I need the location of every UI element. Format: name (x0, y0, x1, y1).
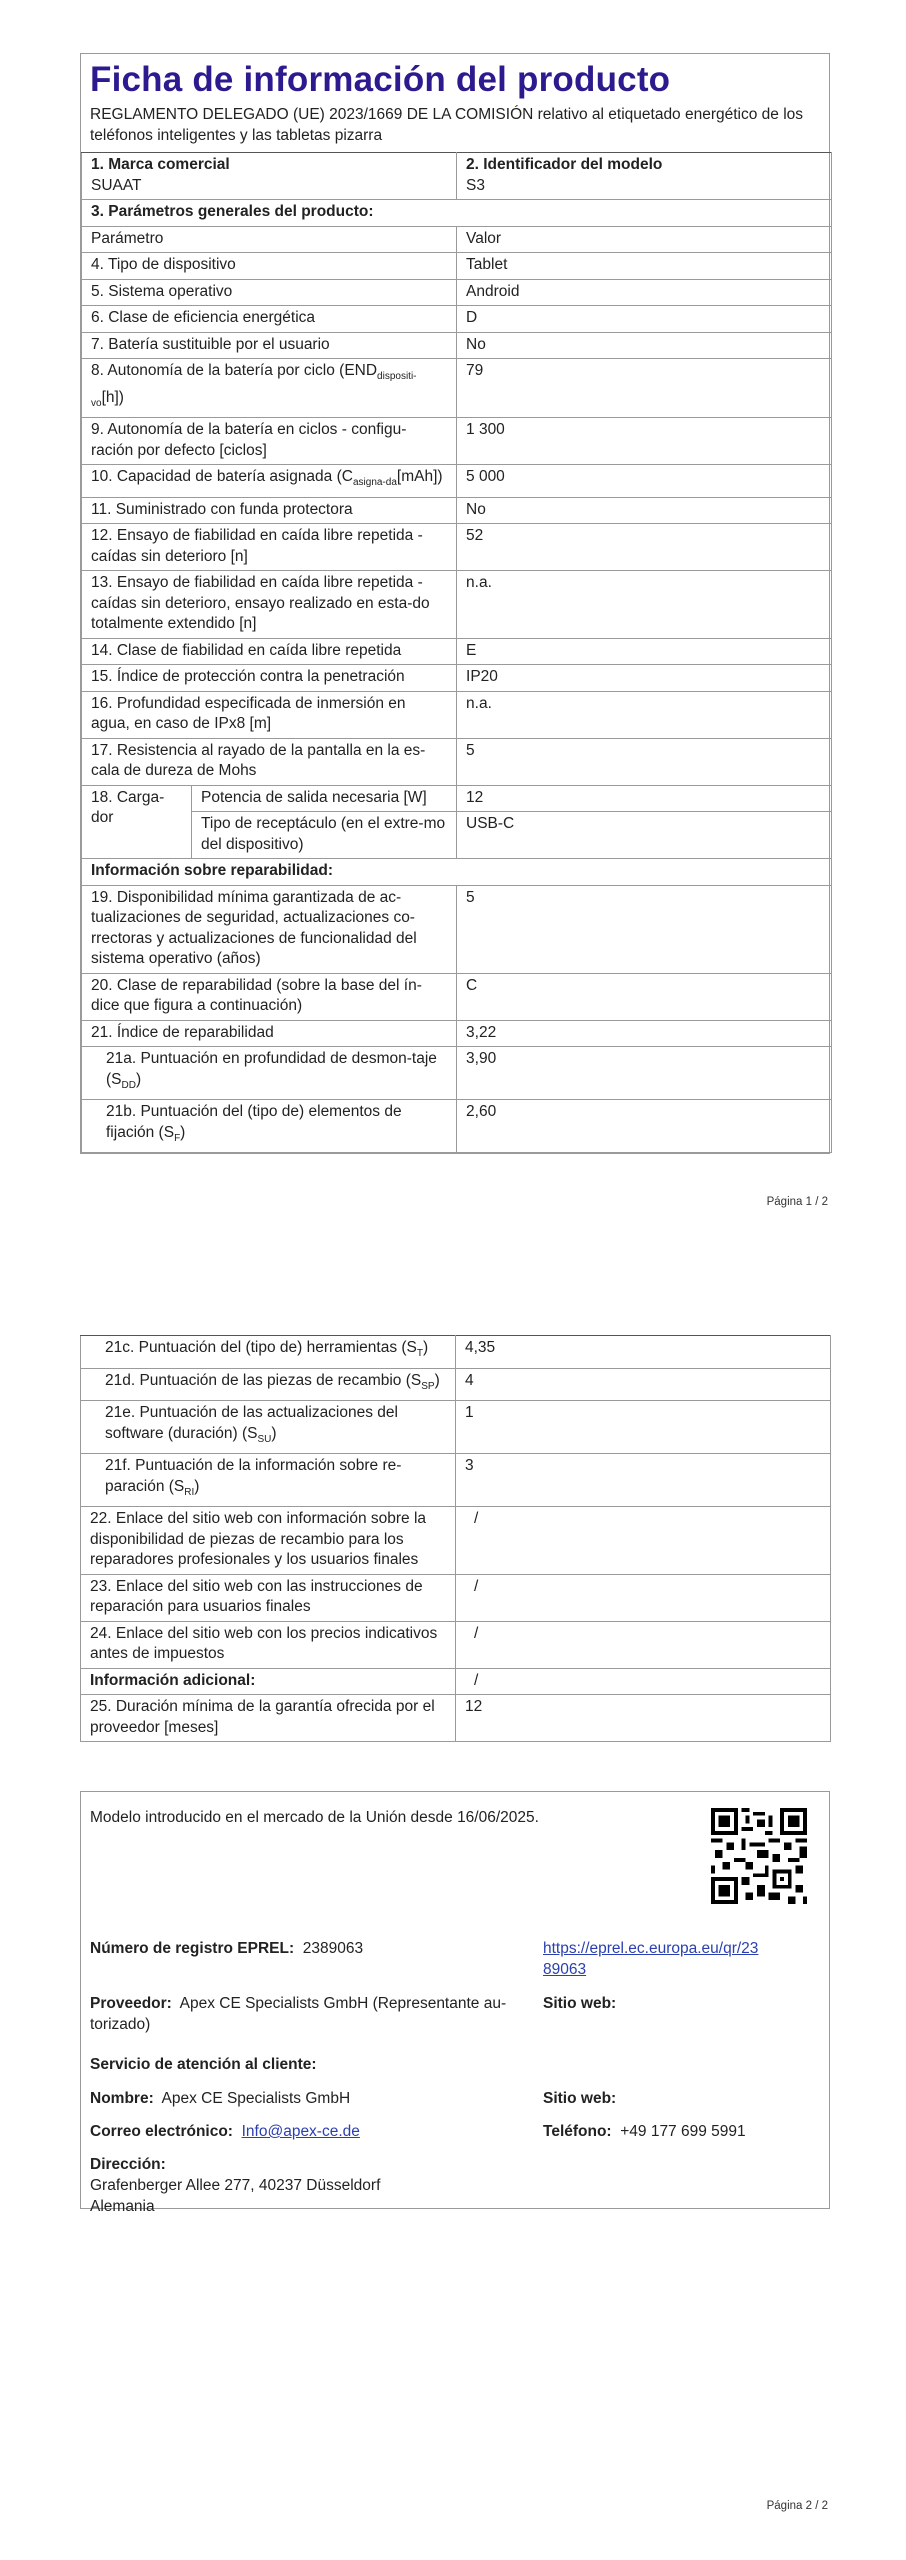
table-row (82, 465, 832, 498)
row-label: 16. Profundidad especificada de inmersión en agua, en caso de IPx8 [m] (82, 691, 457, 738)
eprel-registration (90, 1938, 510, 1959)
table-row (82, 738, 832, 785)
row-label-suffix: ) (434, 1371, 440, 1389)
table-row (81, 1401, 831, 1454)
row-label: 20. Clase de reparabilidad (sobre la base del ín-dice que figura a continuación) (82, 973, 457, 1020)
brand-label: 1. Marca comercial (91, 156, 230, 173)
eprel-link-line-2[interactable]: 89063 (543, 1961, 587, 1978)
phone-label: Teléfono: (543, 2123, 612, 2140)
row-label: 23. Enlace del sitio web con las instrucciones de reparación para usuarios finales (81, 1574, 456, 1621)
row-label (82, 1100, 457, 1153)
table-row (82, 973, 832, 1020)
row-label-suffix: ) (423, 1339, 429, 1356)
brand-model-row (82, 153, 832, 200)
row-label-suffix: [mAh]) (396, 468, 443, 486)
email-link[interactable]: Info@apex-ce.de (241, 2123, 360, 2140)
name-value: Apex CE Specialists GmbH (161, 2090, 351, 2107)
row-value: 2,60 (457, 1100, 832, 1153)
row-label-text: 8. Autonomía de la batería por ciclo (END (91, 362, 378, 379)
row-value: 1 300 (457, 418, 832, 465)
row-value: / (456, 1668, 831, 1695)
row-value: D (457, 306, 832, 333)
row-value: No (457, 332, 832, 359)
row-label-subscript: T (416, 1348, 424, 1360)
row-label: 13. Ensayo de fiabilidad en caída libre repetida - caídas sin deterioro, ensayo realizado en esta-do totalmente extendido [n] (82, 571, 457, 639)
address-line-2: Alemania (90, 2198, 155, 2215)
supplier-website-label: Sitio web: (543, 1995, 617, 2012)
supplier-field (90, 1993, 520, 2035)
table-row (82, 885, 832, 973)
model-label: 2. Identificador del modelo (466, 156, 663, 173)
row-value: 3 (456, 1454, 831, 1507)
repairability-heading (82, 859, 832, 886)
row-label-subscript: SP (421, 1380, 435, 1392)
row-label-subscript: SU (257, 1433, 272, 1445)
table-row (82, 418, 832, 465)
address-field (90, 2154, 520, 2217)
table-row (82, 665, 832, 692)
charger-socket-value: USB-C (457, 812, 832, 859)
brand-value: SUAAT (91, 176, 142, 194)
row-value: 4 (456, 1368, 831, 1401)
model-cell (457, 153, 832, 200)
row-label (81, 1401, 456, 1454)
row-value: 3,90 (457, 1047, 832, 1100)
email-field (90, 2121, 520, 2142)
row-value: n.a. (457, 691, 832, 738)
parameters-table-continued (80, 1335, 831, 1742)
table-row (81, 1336, 831, 1369)
service-name-field (90, 2088, 520, 2109)
row-value: 5 (457, 885, 832, 973)
eprel-link-line-1[interactable]: https://eprel.ec.europa.eu/qr/23 (543, 1940, 759, 1957)
row-label (82, 1047, 457, 1100)
table-row (81, 1454, 831, 1507)
phone-value: +49 177 699 5991 (620, 2123, 746, 2140)
row-label-text: 10. Capacidad de batería asignada (C (91, 468, 353, 486)
charger-row (82, 812, 832, 859)
table-row (81, 1695, 831, 1742)
repairability-continued-table (80, 1335, 830, 1742)
supplier-label: Proveedor: (90, 1995, 172, 2012)
row-label-subscript: F (174, 1132, 181, 1144)
row-label-subscript: RI (184, 1486, 195, 1498)
eprel-number: 2389063 (302, 1940, 364, 1957)
row-label (82, 465, 457, 498)
row-value: 5 (457, 738, 832, 785)
table-row (82, 359, 832, 418)
supplier-info-box (80, 1791, 830, 2215)
page-number: Página 2 / 2 (766, 2500, 828, 2512)
row-value: 79 (457, 359, 832, 418)
row-value: 12 (456, 1695, 831, 1742)
charger-power-label: Potencia de salida necesaria [W] (192, 785, 457, 812)
general-parameters-heading (82, 200, 832, 227)
address-line-1: Grafenberger Allee 277, 40237 Düsseldorf (90, 2177, 381, 2194)
charger-row (82, 785, 832, 812)
row-label: 7. Batería sustituible por el usuario (82, 332, 457, 359)
row-label-text: 21e. Puntuación de las actualizaciones del software (duración) (S (105, 1404, 398, 1442)
row-label: 24. Enlace del sitio web con los precios indicativos antes de impuestos (81, 1621, 456, 1668)
service-website-label: Sitio web: (543, 2090, 617, 2107)
row-value: E (457, 638, 832, 665)
row-label-text: 21c. Puntuación del (tipo de) herramientas (S (105, 1339, 417, 1356)
row-label (81, 1454, 456, 1507)
table-row (82, 1020, 832, 1047)
table-row (82, 524, 832, 571)
table-row (82, 1100, 832, 1153)
row-value: 5 000 (457, 465, 832, 498)
table-row (82, 571, 832, 639)
table-row (82, 638, 832, 665)
market-date-text: Modelo introducido en el mercado de la Unión desde 16/06/2025. (90, 1809, 539, 1826)
charger-label: 18. Carga-dor (82, 785, 192, 859)
row-label-suffix: ) (180, 1123, 186, 1141)
row-label: Información adicional: (81, 1668, 456, 1695)
row-label-text: 21b. Puntuación del (tipo de) elementos de fijación (S (106, 1103, 402, 1141)
row-label (81, 1336, 456, 1369)
row-label (81, 1368, 456, 1401)
parameters-table (81, 152, 832, 1153)
regulation-subtitle: REGLAMENTO DELEGADO (UE) 2023/1669 DE LA COMISIÓN relativo al etiquetado energético de los teléfonos inteligentes y las tabletas pizarra (90, 106, 804, 144)
table-row (82, 253, 832, 280)
row-label: 15. Índice de protección contra la penetración (82, 665, 457, 692)
page-title: Ficha de información del producto (90, 60, 671, 99)
row-label-subscript: dispositi-vo (91, 371, 417, 409)
row-value: / (456, 1507, 831, 1575)
table-row (82, 1047, 832, 1100)
param-header-row (82, 226, 832, 253)
supplier-value: Apex CE Specialists GmbH (Representante au-torizado) (90, 1995, 507, 2033)
row-label: 22. Enlace del sitio web con información sobre la disponibilidad de piezas de recambio para los reparadores profesionales y los usuarios finales (81, 1507, 456, 1575)
row-label-suffix: ) (135, 1070, 142, 1088)
row-label-suffix: ) (271, 1424, 277, 1442)
row-label: 4. Tipo de dispositivo (82, 253, 457, 280)
eprel-link[interactable] (543, 1938, 823, 1980)
row-label: 11. Suministrado con funda protectora (82, 497, 457, 524)
charger-socket-label: Tipo de receptáculo (en el extre-mo del dispositivo) (192, 812, 457, 859)
row-label: 19. Disponibilidad mínima garantizada de ac-tualizaciones de seguridad, actualizaciones co-rrectoras y actualizaciones de funcionalidad del sistema operativo (años) (82, 885, 457, 973)
param-header: Parámetro (82, 226, 457, 253)
row-value: C (457, 973, 832, 1020)
model-value: S3 (466, 176, 485, 194)
row-value: Tablet (457, 253, 832, 280)
page-number: Página 1 / 2 (766, 1196, 828, 1208)
email-label: Correo electrónico: (90, 2123, 233, 2140)
row-label-text: 21a. Puntuación en profundidad de desmon-taje (S (106, 1050, 437, 1088)
table-row (81, 1368, 831, 1401)
additional-info-row (81, 1668, 831, 1695)
row-label: 5. Sistema operativo (82, 279, 457, 306)
address-label: Dirección: (90, 2156, 166, 2173)
row-value: IP20 (457, 665, 832, 692)
row-label-text: 21f. Puntuación de la información sobre re-paración (S (105, 1457, 402, 1495)
row-label: 21. Índice de reparabilidad (82, 1020, 457, 1047)
row-label: 14. Clase de fiabilidad en caída libre repetida (82, 638, 457, 665)
row-label-suffix: ) (194, 1477, 200, 1495)
table-row (82, 306, 832, 333)
row-value: 3,22 (457, 1020, 832, 1047)
row-label: 12. Ensayo de fiabilidad en caída libre repetida - caídas sin deterioro [n] (82, 524, 457, 571)
customer-service-heading: Servicio de atención al cliente: (90, 2056, 317, 2073)
table-row (81, 1574, 831, 1621)
row-label-subscript: DD (121, 1079, 136, 1091)
table-row (82, 279, 832, 306)
table-row (82, 497, 832, 524)
row-label: 25. Duración mínima de la garantía ofrecida por el proveedor [meses] (81, 1695, 456, 1742)
brand-cell (82, 153, 457, 200)
table-row (81, 1621, 831, 1668)
phone-field (543, 2121, 746, 2142)
row-value: 4,35 (456, 1336, 831, 1369)
eprel-label: Número de registro EPREL: (90, 1940, 295, 1957)
row-label: 6. Clase de eficiencia energética (82, 306, 457, 333)
row-value: n.a. (457, 571, 832, 639)
repairability-heading-text: Información sobre reparabilidad: (82, 859, 832, 886)
table-row (82, 691, 832, 738)
row-value: 52 (457, 524, 832, 571)
row-label (82, 359, 457, 418)
row-label: 17. Resistencia al rayado de la pantalla en la es-cala de dureza de Mohs (82, 738, 457, 785)
row-value: 1 (456, 1401, 831, 1454)
value-header: Valor (457, 226, 832, 253)
row-value: / (456, 1574, 831, 1621)
page-2 (0, 1300, 906, 2560)
name-label: Nombre: (90, 2090, 154, 2107)
product-info-sheet-table (80, 53, 830, 1154)
row-label-suffix: [h]) (101, 388, 124, 406)
charger-power-value: 12 (457, 785, 832, 812)
row-label-text: 21d. Puntuación de las piezas de recambio (S (105, 1371, 422, 1389)
table-row (81, 1507, 831, 1575)
row-label-subscript: asigna-da (352, 477, 397, 489)
general-parameters-heading-text: 3. Parámetros generales del producto: (82, 200, 832, 227)
table-row (82, 332, 832, 359)
row-label: 9. Autonomía de la batería en ciclos - configu-ración por defecto [ciclos] (82, 418, 457, 465)
row-value: Android (457, 279, 832, 306)
row-value: No (457, 497, 832, 524)
qr-code-icon[interactable] (711, 1808, 807, 1904)
row-value: / (456, 1621, 831, 1668)
